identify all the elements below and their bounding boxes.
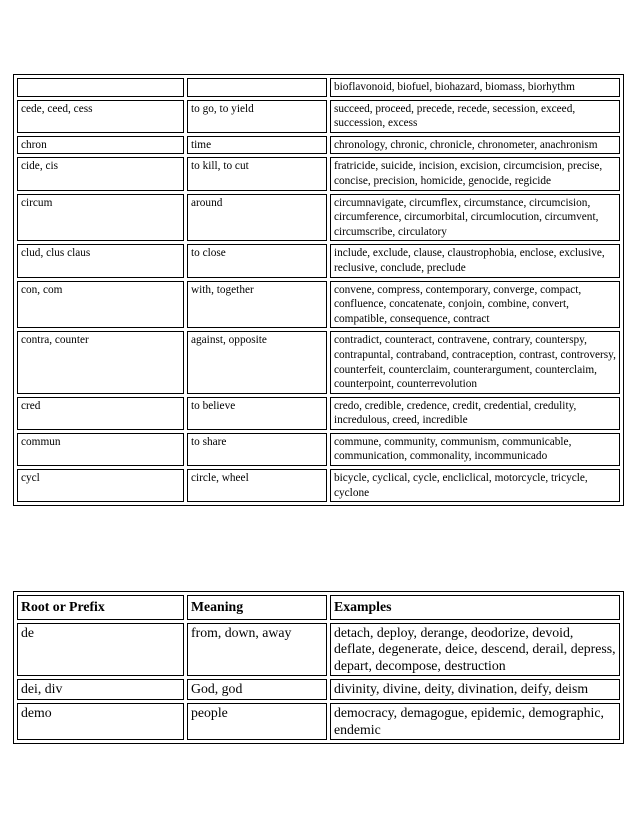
table-row — [17, 331, 620, 393]
examples-cell: succeed, proceed, precede, recede, secession, exceed, succession, excess — [330, 100, 620, 133]
examples-cell: divinity, divine, deity, divination, deify, deism — [330, 679, 620, 700]
meaning-cell: people — [187, 703, 327, 740]
meaning-cell — [187, 78, 327, 97]
examples-cell: commune, community, communism, communicable, communication, commonality, incommunicado — [330, 433, 620, 466]
root-cell: contra, counter — [17, 331, 184, 393]
table-row — [17, 703, 620, 740]
meaning-cell: time — [187, 136, 327, 155]
root-cell: con, com — [17, 281, 184, 329]
root-cell: clud, clus claus — [17, 244, 184, 277]
meaning-cell: from, down, away — [187, 623, 327, 677]
examples-cell: fratricide, suicide, incision, excision, circumcision, precise, concise, precision, homicide, genocide, regicide — [330, 157, 620, 190]
root-cell: commun — [17, 433, 184, 466]
meaning-cell: God, god — [187, 679, 327, 700]
table-row — [17, 469, 620, 502]
meaning-cell: to share — [187, 433, 327, 466]
column-header-examples: Examples — [330, 595, 620, 620]
examples-cell: detach, deploy, derange, deodorize, devoid, deflate, degenerate, deice, descend, derail, depress, depart, decompose, destruction — [330, 623, 620, 677]
examples-cell: contradict, counteract, contravene, contrary, counterspy, contrapuntal, contraband, contraception, contrast, controversy, counterfeit, counterclaim, counterargument, counterclaim, counterpoint, counterrevolution — [330, 331, 620, 393]
examples-cell: chronology, chronic, chronicle, chronometer, anachronism — [330, 136, 620, 155]
root-cell: cred — [17, 397, 184, 430]
roots-table — [13, 591, 624, 744]
column-header-root: Root or Prefix — [17, 595, 184, 620]
table-row — [17, 157, 620, 190]
root-cell — [17, 78, 184, 97]
examples-cell: credo, credible, credence, credit, credential, credulity, incredulous, creed, incredible — [330, 397, 620, 430]
table-row — [17, 78, 620, 97]
table-row — [17, 194, 620, 242]
meaning-cell: against, opposite — [187, 331, 327, 393]
table-row — [17, 397, 620, 430]
table-row — [17, 136, 620, 155]
roots-table-continued — [13, 74, 624, 506]
meaning-cell: to believe — [187, 397, 327, 430]
table-row — [17, 623, 620, 677]
column-header-meaning: Meaning — [187, 595, 327, 620]
table-header-row — [17, 595, 620, 620]
examples-cell: convene, compress, contemporary, converge, compact, confluence, concatenate, conjoin, combine, convert, compatible, consequence, contract — [330, 281, 620, 329]
table-row — [17, 244, 620, 277]
table-row — [17, 679, 620, 700]
meaning-cell: around — [187, 194, 327, 242]
examples-cell: include, exclude, clause, claustrophobia, enclose, exclusive, reclusive, conclude, preclude — [330, 244, 620, 277]
meaning-cell: to kill, to cut — [187, 157, 327, 190]
meaning-cell: with, together — [187, 281, 327, 329]
examples-cell: bioflavonoid, biofuel, biohazard, biomass, biorhythm — [330, 78, 620, 97]
root-cell: dei, div — [17, 679, 184, 700]
examples-cell: circumnavigate, circumflex, circumstance, circumcision, circumference, circumorbital, circumlocution, circumvent, circumscribe, circulatory — [330, 194, 620, 242]
root-cell: cede, ceed, cess — [17, 100, 184, 133]
meaning-cell: to go, to yield — [187, 100, 327, 133]
root-cell: cycl — [17, 469, 184, 502]
meaning-cell: circle, wheel — [187, 469, 327, 502]
table-row — [17, 281, 620, 329]
table-row — [17, 100, 620, 133]
root-cell: de — [17, 623, 184, 677]
meaning-cell: to close — [187, 244, 327, 277]
root-cell: circum — [17, 194, 184, 242]
root-cell: chron — [17, 136, 184, 155]
root-cell: demo — [17, 703, 184, 740]
root-cell: cide, cis — [17, 157, 184, 190]
examples-cell: bicycle, cyclical, cycle, encliclical, motorcycle, tricycle, cyclone — [330, 469, 620, 502]
table-row — [17, 433, 620, 466]
examples-cell: democracy, demagogue, epidemic, demographic, endemic — [330, 703, 620, 740]
